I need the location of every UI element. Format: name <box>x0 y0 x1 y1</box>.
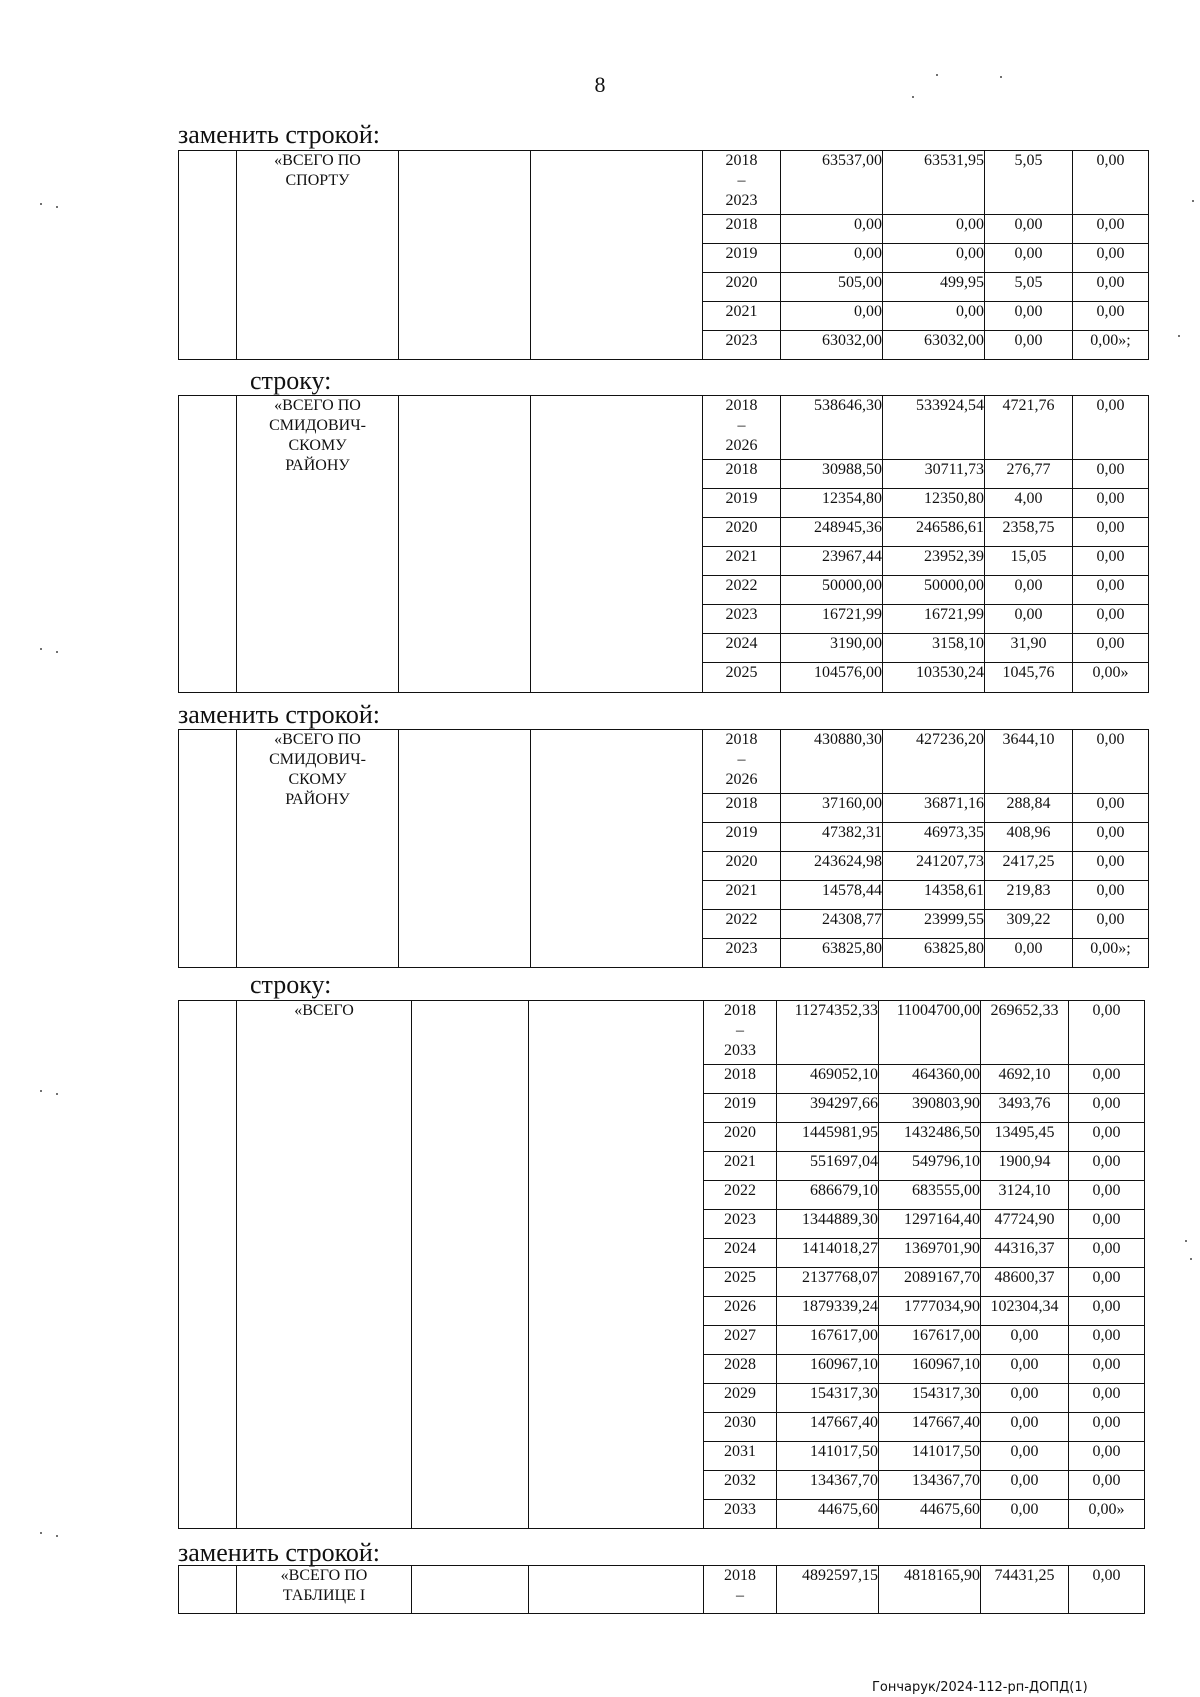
period-line: 2018 <box>725 731 758 748</box>
year-cell: 2021 <box>703 302 781 331</box>
period-line: 2033 <box>724 1042 756 1059</box>
federal-cell: 4818165,90 <box>879 1566 981 1614</box>
local-cell: 0,00 <box>1073 910 1149 939</box>
federal-cell: 533924,54 <box>883 396 985 460</box>
regional-cell: 3644,10 <box>985 730 1073 794</box>
period-line: 2023 <box>725 192 758 209</box>
federal-cell: 0,00 <box>883 302 985 331</box>
year-cell: 2018 <box>703 215 781 244</box>
source-cell <box>531 151 703 360</box>
local-cell: 0,00 <box>1073 605 1149 634</box>
row-label-line: ТАБЛИЦЕ I <box>282 1587 366 1604</box>
row-label-line: СМИДОВИЧ- <box>269 751 366 768</box>
local-cell: 0,00 <box>1073 518 1149 547</box>
local-cell: 0,00 <box>1073 576 1149 605</box>
number-cell <box>179 1566 237 1614</box>
period-cell <box>704 1001 777 1065</box>
year-cell: 2019 <box>703 244 781 273</box>
total-cell: 16721,99 <box>781 605 883 634</box>
total-cell: 12354,80 <box>781 489 883 518</box>
year-cell: 2019 <box>703 489 781 518</box>
federal-cell: 0,00 <box>883 244 985 273</box>
federal-cell: 1297164,40 <box>879 1210 981 1239</box>
regional-cell: 269652,33 <box>981 1001 1069 1065</box>
number-cell <box>179 151 237 360</box>
federal-cell: 1777034,90 <box>879 1297 981 1326</box>
scan-speck <box>56 651 58 653</box>
year-cell: 2019 <box>703 823 781 852</box>
row-label-line: «ВСЕГО ПО <box>280 1567 368 1584</box>
local-cell: 0,00 <box>1069 1355 1145 1384</box>
row-label-line: РАЙОНУ <box>285 457 350 474</box>
local-cell: 0,00 <box>1073 794 1149 823</box>
local-cell: 0,00 <box>1069 1239 1145 1268</box>
total-cell: 0,00 <box>781 215 883 244</box>
regional-cell: 0,00 <box>981 1355 1069 1384</box>
total-cell: 63032,00 <box>781 331 883 360</box>
year-cell: 2020 <box>704 1123 777 1152</box>
period-cell <box>703 151 781 215</box>
scan-speck <box>1190 1258 1192 1260</box>
federal-cell: 63032,00 <box>883 331 985 360</box>
row-label-line: «ВСЕГО <box>294 1002 354 1019</box>
row-label-line: РАЙОНУ <box>285 791 350 808</box>
regional-cell: 0,00 <box>981 1442 1069 1471</box>
federal-cell: 11004700,00 <box>879 1001 981 1065</box>
local-cell: 0,00 <box>1069 1442 1145 1471</box>
total-cell: 551697,04 <box>777 1152 879 1181</box>
section-heading: заменить строкой: <box>178 1538 381 1567</box>
federal-cell: 63531,95 <box>883 151 985 215</box>
source-cell <box>531 730 703 968</box>
local-cell: 0,00 <box>1069 1001 1145 1065</box>
total-cell: 1414018,27 <box>777 1239 879 1268</box>
period-line: – <box>737 172 746 189</box>
row-label-cell <box>237 1001 412 1529</box>
local-cell: 0,00 <box>1073 460 1149 489</box>
executor-cell <box>412 1001 529 1529</box>
year-cell: 2018 <box>703 460 781 489</box>
federal-cell: 154317,30 <box>879 1384 981 1413</box>
year-cell: 2020 <box>703 273 781 302</box>
federal-cell: 14358,61 <box>883 881 985 910</box>
row-label-line: СПОРТУ <box>285 172 350 189</box>
local-cell: 0,00»; <box>1073 939 1149 968</box>
regional-cell: 31,90 <box>985 634 1073 663</box>
regional-cell: 0,00 <box>985 244 1073 273</box>
federal-cell: 167617,00 <box>879 1326 981 1355</box>
budget-table <box>178 150 1149 360</box>
section-heading: заменить строкой: <box>178 700 381 729</box>
local-cell: 0,00 <box>1069 1566 1145 1614</box>
total-cell: 141017,50 <box>777 1442 879 1471</box>
scan-speck <box>56 206 58 208</box>
year-cell: 2021 <box>703 881 781 910</box>
federal-cell: 23999,55 <box>883 910 985 939</box>
local-cell: 0,00 <box>1073 396 1149 460</box>
federal-cell: 50000,00 <box>883 576 985 605</box>
total-cell: 23967,44 <box>781 547 883 576</box>
regional-cell: 4,00 <box>985 489 1073 518</box>
executor-cell <box>399 151 531 360</box>
table-row <box>179 1001 1145 1065</box>
local-cell: 0,00 <box>1069 1384 1145 1413</box>
total-cell: 2137768,07 <box>777 1268 879 1297</box>
total-cell: 44675,60 <box>777 1500 879 1529</box>
regional-cell: 0,00 <box>985 331 1073 360</box>
scan-speck <box>40 1090 42 1092</box>
regional-cell: 13495,45 <box>981 1123 1069 1152</box>
total-cell: 37160,00 <box>781 794 883 823</box>
regional-cell: 1045,76 <box>985 663 1073 693</box>
section-heading: заменить строкой: <box>178 120 381 149</box>
local-cell: 0,00 <box>1073 547 1149 576</box>
scan-speck <box>40 648 42 650</box>
period-line: 2018 <box>724 1567 756 1584</box>
page-number: 8 <box>594 72 606 97</box>
total-cell: 3190,00 <box>781 634 883 663</box>
regional-cell: 3124,10 <box>981 1181 1069 1210</box>
total-cell: 167617,00 <box>777 1326 879 1355</box>
regional-cell: 0,00 <box>985 215 1073 244</box>
period-line: 2026 <box>725 437 758 454</box>
year-cell: 2021 <box>704 1152 777 1181</box>
total-cell: 538646,30 <box>781 396 883 460</box>
regional-cell: 0,00 <box>981 1384 1069 1413</box>
federal-cell: 160967,10 <box>879 1355 981 1384</box>
year-cell: 2024 <box>704 1239 777 1268</box>
period-line: 2018 <box>724 1002 756 1019</box>
local-cell: 0,00 <box>1073 151 1149 215</box>
local-cell: 0,00 <box>1073 215 1149 244</box>
regional-cell: 0,00 <box>981 1413 1069 1442</box>
total-cell: 1445981,95 <box>777 1123 879 1152</box>
federal-cell: 147667,40 <box>879 1413 981 1442</box>
table-row <box>179 396 1149 460</box>
table-row <box>179 730 1149 794</box>
regional-cell: 0,00 <box>985 302 1073 331</box>
total-cell: 160967,10 <box>777 1355 879 1384</box>
period-line: – <box>736 1022 744 1039</box>
federal-cell: 30711,73 <box>883 460 985 489</box>
period-cell <box>703 396 781 460</box>
year-cell: 2023 <box>703 605 781 634</box>
period-cell <box>704 1566 777 1614</box>
local-cell: 0,00 <box>1069 1123 1145 1152</box>
year-cell: 2018 <box>704 1065 777 1094</box>
total-cell: 147667,40 <box>777 1413 879 1442</box>
federal-cell: 63825,80 <box>883 939 985 968</box>
year-cell: 2025 <box>704 1268 777 1297</box>
local-cell: 0,00 <box>1069 1413 1145 1442</box>
period-line: 2018 <box>725 152 758 169</box>
federal-cell: 241207,73 <box>883 852 985 881</box>
local-cell: 0,00 <box>1069 1065 1145 1094</box>
total-cell: 63825,80 <box>781 939 883 968</box>
regional-cell: 0,00 <box>985 939 1073 968</box>
federal-cell: 427236,20 <box>883 730 985 794</box>
total-cell: 11274352,33 <box>777 1001 879 1065</box>
regional-cell: 5,05 <box>985 151 1073 215</box>
year-cell: 2031 <box>704 1442 777 1471</box>
regional-cell: 0,00 <box>981 1326 1069 1355</box>
year-cell: 2033 <box>704 1500 777 1529</box>
regional-cell: 408,96 <box>985 823 1073 852</box>
row-label-cell <box>237 730 399 968</box>
regional-cell: 288,84 <box>985 794 1073 823</box>
federal-cell: 683555,00 <box>879 1181 981 1210</box>
row-label-line: «ВСЕГО ПО <box>274 731 361 748</box>
year-cell: 2026 <box>704 1297 777 1326</box>
year-cell: 2023 <box>703 331 781 360</box>
local-cell: 0,00 <box>1073 852 1149 881</box>
local-cell: 0,00» <box>1073 663 1149 693</box>
local-cell: 0,00 <box>1069 1297 1145 1326</box>
local-cell: 0,00 <box>1069 1471 1145 1500</box>
year-cell: 2028 <box>704 1355 777 1384</box>
scan-speck <box>40 203 42 205</box>
total-cell: 104576,00 <box>781 663 883 693</box>
federal-cell: 16721,99 <box>883 605 985 634</box>
row-label-cell <box>237 151 399 360</box>
section-heading: строку: <box>250 366 332 395</box>
total-cell: 4892597,15 <box>777 1566 879 1614</box>
total-cell: 0,00 <box>781 302 883 331</box>
year-cell: 2025 <box>703 663 781 693</box>
federal-cell: 12350,80 <box>883 489 985 518</box>
federal-cell: 1432486,50 <box>879 1123 981 1152</box>
total-cell: 430880,30 <box>781 730 883 794</box>
total-cell: 154317,30 <box>777 1384 879 1413</box>
budget-table <box>178 1565 1145 1614</box>
year-cell: 2024 <box>703 634 781 663</box>
scan-speck <box>40 1532 42 1534</box>
total-cell: 50000,00 <box>781 576 883 605</box>
local-cell: 0,00 <box>1073 302 1149 331</box>
regional-cell: 1900,94 <box>981 1152 1069 1181</box>
year-cell: 2021 <box>703 547 781 576</box>
budget-table <box>178 395 1149 693</box>
local-cell: 0,00»; <box>1073 331 1149 360</box>
federal-cell: 499,95 <box>883 273 985 302</box>
total-cell: 1344889,30 <box>777 1210 879 1239</box>
executor-cell <box>399 730 531 968</box>
local-cell: 0,00 <box>1073 730 1149 794</box>
local-cell: 0,00 <box>1073 273 1149 302</box>
total-cell: 47382,31 <box>781 823 883 852</box>
row-label-cell <box>237 396 399 693</box>
section-heading: строку: <box>250 970 332 999</box>
regional-cell: 309,22 <box>985 910 1073 939</box>
period-line: 2026 <box>725 771 758 788</box>
federal-cell: 44675,60 <box>879 1500 981 1529</box>
local-cell: 0,00 <box>1073 489 1149 518</box>
number-cell <box>179 396 237 693</box>
local-cell: 0,00 <box>1069 1326 1145 1355</box>
budget-table <box>178 1000 1145 1529</box>
scan-speck <box>1192 200 1194 202</box>
row-label-line: СМИДОВИЧ- <box>269 417 366 434</box>
regional-cell: 74431,25 <box>981 1566 1069 1614</box>
source-cell <box>531 396 703 693</box>
federal-cell: 46973,35 <box>883 823 985 852</box>
federal-cell: 3158,10 <box>883 634 985 663</box>
regional-cell: 15,05 <box>985 547 1073 576</box>
number-cell <box>179 730 237 968</box>
federal-cell: 103530,24 <box>883 663 985 693</box>
local-cell: 0,00 <box>1069 1152 1145 1181</box>
federal-cell: 246586,61 <box>883 518 985 547</box>
source-cell <box>529 1566 704 1614</box>
year-cell: 2030 <box>704 1413 777 1442</box>
federal-cell: 141017,50 <box>879 1442 981 1471</box>
total-cell: 469052,10 <box>777 1065 879 1094</box>
year-cell: 2022 <box>704 1181 777 1210</box>
row-label-line: «ВСЕГО ПО <box>274 397 361 414</box>
regional-cell: 5,05 <box>985 273 1073 302</box>
total-cell: 134367,70 <box>777 1471 879 1500</box>
federal-cell: 0,00 <box>883 215 985 244</box>
regional-cell: 0,00 <box>981 1500 1069 1529</box>
year-cell: 2027 <box>704 1326 777 1355</box>
total-cell: 505,00 <box>781 273 883 302</box>
source-cell <box>529 1001 704 1529</box>
year-cell: 2023 <box>703 939 781 968</box>
regional-cell: 3493,76 <box>981 1094 1069 1123</box>
scan-speck <box>1000 76 1002 78</box>
scan-speck <box>1178 335 1180 337</box>
executor-cell <box>412 1566 529 1614</box>
local-cell: 0,00 <box>1069 1210 1145 1239</box>
row-label-line: СКОМУ <box>288 437 347 454</box>
document-footer: Гончарук/2024-112-рп-ДОПД(1) <box>872 1680 1088 1695</box>
federal-cell: 390803,90 <box>879 1094 981 1123</box>
federal-cell: 36871,16 <box>883 794 985 823</box>
total-cell: 248945,36 <box>781 518 883 547</box>
regional-cell: 2358,75 <box>985 518 1073 547</box>
regional-cell: 0,00 <box>985 576 1073 605</box>
local-cell: 0,00 <box>1069 1181 1145 1210</box>
year-cell: 2032 <box>704 1471 777 1500</box>
year-cell: 2020 <box>703 518 781 547</box>
period-line: 2018 <box>725 397 758 414</box>
regional-cell: 2417,25 <box>985 852 1073 881</box>
total-cell: 30988,50 <box>781 460 883 489</box>
scan-speck <box>56 1093 58 1095</box>
local-cell: 0,00 <box>1069 1094 1145 1123</box>
table-row <box>179 1566 1145 1614</box>
total-cell: 1879339,24 <box>777 1297 879 1326</box>
regional-cell: 4721,76 <box>985 396 1073 460</box>
year-cell: 2022 <box>703 576 781 605</box>
year-cell: 2023 <box>704 1210 777 1239</box>
executor-cell <box>399 396 531 693</box>
period-cell <box>703 730 781 794</box>
federal-cell: 464360,00 <box>879 1065 981 1094</box>
regional-cell: 4692,10 <box>981 1065 1069 1094</box>
total-cell: 14578,44 <box>781 881 883 910</box>
local-cell: 0,00 <box>1073 244 1149 273</box>
regional-cell: 47724,90 <box>981 1210 1069 1239</box>
year-cell: 2018 <box>703 794 781 823</box>
total-cell: 24308,77 <box>781 910 883 939</box>
local-cell: 0,00» <box>1069 1500 1145 1529</box>
regional-cell: 48600,37 <box>981 1268 1069 1297</box>
regional-cell: 102304,34 <box>981 1297 1069 1326</box>
row-label-line: «ВСЕГО ПО <box>274 152 361 169</box>
federal-cell: 23952,39 <box>883 547 985 576</box>
local-cell: 0,00 <box>1073 881 1149 910</box>
regional-cell: 276,77 <box>985 460 1073 489</box>
federal-cell: 2089167,70 <box>879 1268 981 1297</box>
period-line: – <box>737 751 746 768</box>
federal-cell: 134367,70 <box>879 1471 981 1500</box>
federal-cell: 549796,10 <box>879 1152 981 1181</box>
table-row <box>179 151 1149 215</box>
period-line: – <box>736 1587 744 1604</box>
year-cell: 2022 <box>703 910 781 939</box>
period-line: – <box>737 417 746 434</box>
number-cell <box>179 1001 237 1529</box>
total-cell: 63537,00 <box>781 151 883 215</box>
total-cell: 243624,98 <box>781 852 883 881</box>
scan-speck <box>936 74 938 76</box>
total-cell: 686679,10 <box>777 1181 879 1210</box>
regional-cell: 219,83 <box>985 881 1073 910</box>
local-cell: 0,00 <box>1073 634 1149 663</box>
row-label-line: СКОМУ <box>288 771 347 788</box>
scan-speck <box>56 1535 58 1537</box>
budget-table <box>178 729 1149 968</box>
federal-cell: 1369701,90 <box>879 1239 981 1268</box>
local-cell: 0,00 <box>1069 1268 1145 1297</box>
year-cell: 2020 <box>703 852 781 881</box>
row-label-cell <box>237 1566 412 1614</box>
scan-speck <box>912 96 914 98</box>
scan-speck <box>1185 1240 1187 1242</box>
regional-cell: 0,00 <box>985 605 1073 634</box>
total-cell: 0,00 <box>781 244 883 273</box>
regional-cell: 44316,37 <box>981 1239 1069 1268</box>
year-cell: 2019 <box>704 1094 777 1123</box>
year-cell: 2029 <box>704 1384 777 1413</box>
total-cell: 394297,66 <box>777 1094 879 1123</box>
regional-cell: 0,00 <box>981 1471 1069 1500</box>
local-cell: 0,00 <box>1073 823 1149 852</box>
